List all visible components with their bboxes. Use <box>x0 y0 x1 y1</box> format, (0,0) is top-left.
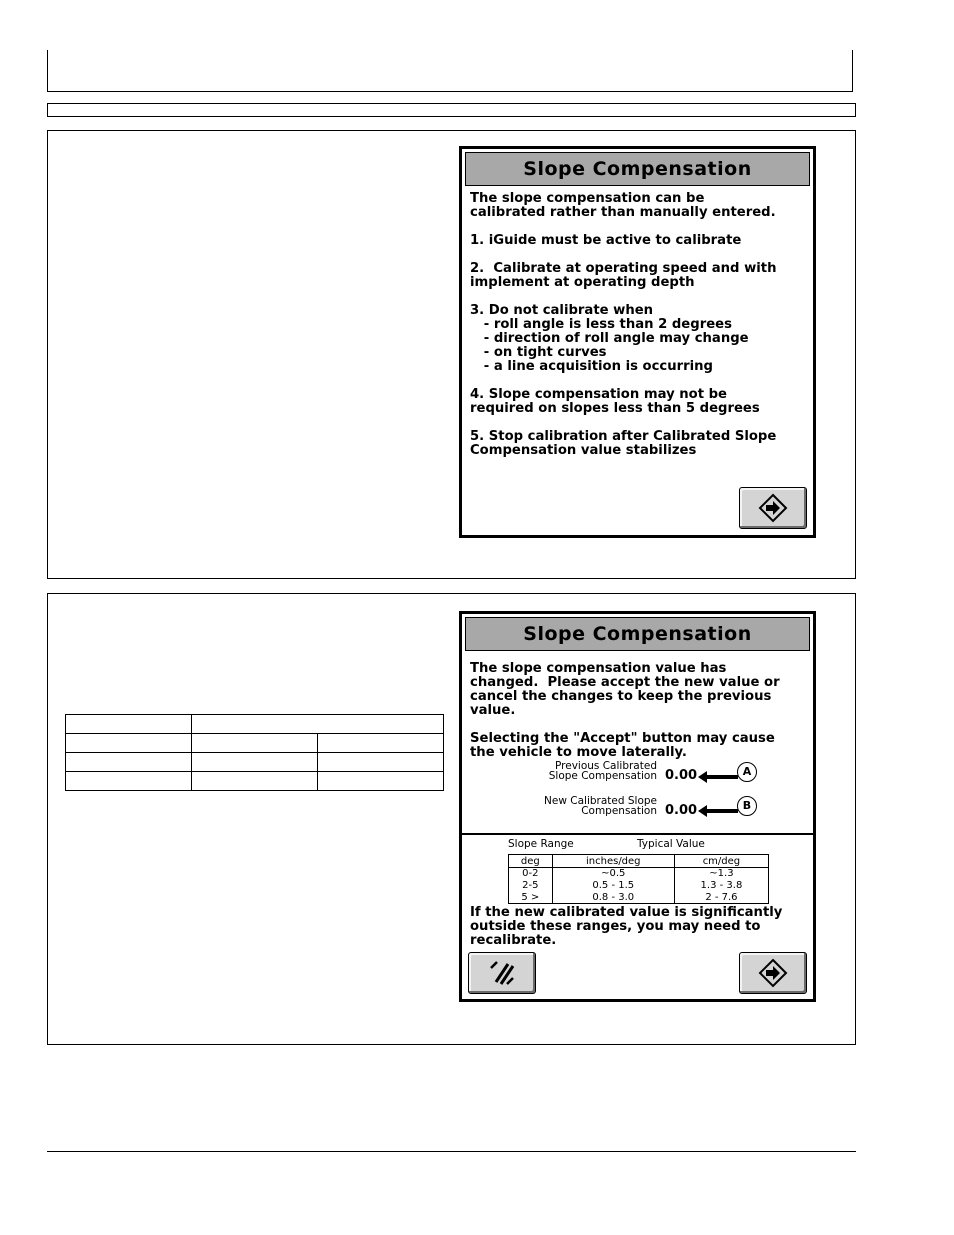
callout-b: B <box>737 796 757 816</box>
section-divider <box>462 833 813 835</box>
table-cell: ~1.3 <box>674 868 768 880</box>
screen-title: Slope Compensation <box>465 617 810 651</box>
screen-message: The slope compensation value has changed. Please accept the new value or cancel the changes to keep the previous value. Selecting the "Accept" button may cause the vehicle to move laterally. <box>470 661 780 760</box>
table-cell: ~0.5 <box>552 868 674 880</box>
table-cell: 5 > <box>509 892 553 904</box>
column-header: cm/deg <box>674 855 768 868</box>
cancel-slash-icon <box>487 958 517 988</box>
page-header-box <box>47 50 853 92</box>
typical-value-header: Typical Value <box>637 838 705 850</box>
table-cell: 1.3 - 3.8 <box>674 880 768 892</box>
arrow-right-icon <box>758 493 788 523</box>
slope-range-header: Slope Range <box>508 838 574 850</box>
new-value: 0.00 <box>665 803 698 818</box>
blank-table <box>65 714 444 791</box>
table-cell: 0-2 <box>509 868 553 880</box>
table-row <box>509 880 769 892</box>
next-button[interactable] <box>739 487 807 529</box>
screen-title: Slope Compensation <box>465 152 810 186</box>
display-screen-calibration-info <box>459 146 816 538</box>
column-header: inches/deg <box>552 855 674 868</box>
arrow-left-icon <box>698 770 738 784</box>
table-cell: 2 - 7.6 <box>674 892 768 904</box>
page-footer-rule <box>47 1151 856 1152</box>
screen-instructions: The slope compensation can be calibrated rather than manually entered. 1. iGuide must be active to calibrate 2. Calibrate at operating speed and with implement at operating depth 3. Do not calibrate when - roll angle is less than 2 degrees - direction of roll angle may change - on tight curves - a line acquisition is occurring 4. Slope compensation may not be required on slopes less than 5 degrees 5. Stop calibration after Calibrated Slope Compensation value stabilizes <box>470 191 777 458</box>
table-cell: 0.5 - 1.5 <box>552 880 674 892</box>
cancel-button[interactable] <box>468 952 536 994</box>
accept-button[interactable] <box>739 952 807 994</box>
figure-panel-calibration-info <box>47 130 856 579</box>
table-cell: 0.8 - 3.0 <box>552 892 674 904</box>
table-row <box>509 892 769 904</box>
slope-range-table <box>508 854 769 904</box>
previous-value: 0.00 <box>665 768 698 783</box>
previous-value-label: Previous Calibrated Slope Compensation <box>548 760 657 782</box>
recalibrate-note: If the new calibrated value is significantly outside these ranges, you may need to recalibrate. <box>470 905 783 948</box>
display-screen-accept-value <box>459 611 816 1002</box>
callout-a: A <box>737 762 757 782</box>
new-value-label: New Calibrated Slope Compensation <box>544 795 657 817</box>
figure-panel-accept-value <box>47 593 856 1045</box>
page-header-bar <box>47 103 856 117</box>
arrow-right-icon <box>758 958 788 988</box>
table-row <box>509 868 769 880</box>
table-cell: 2-5 <box>509 880 553 892</box>
column-header: deg <box>509 855 553 868</box>
arrow-left-icon <box>698 804 738 818</box>
